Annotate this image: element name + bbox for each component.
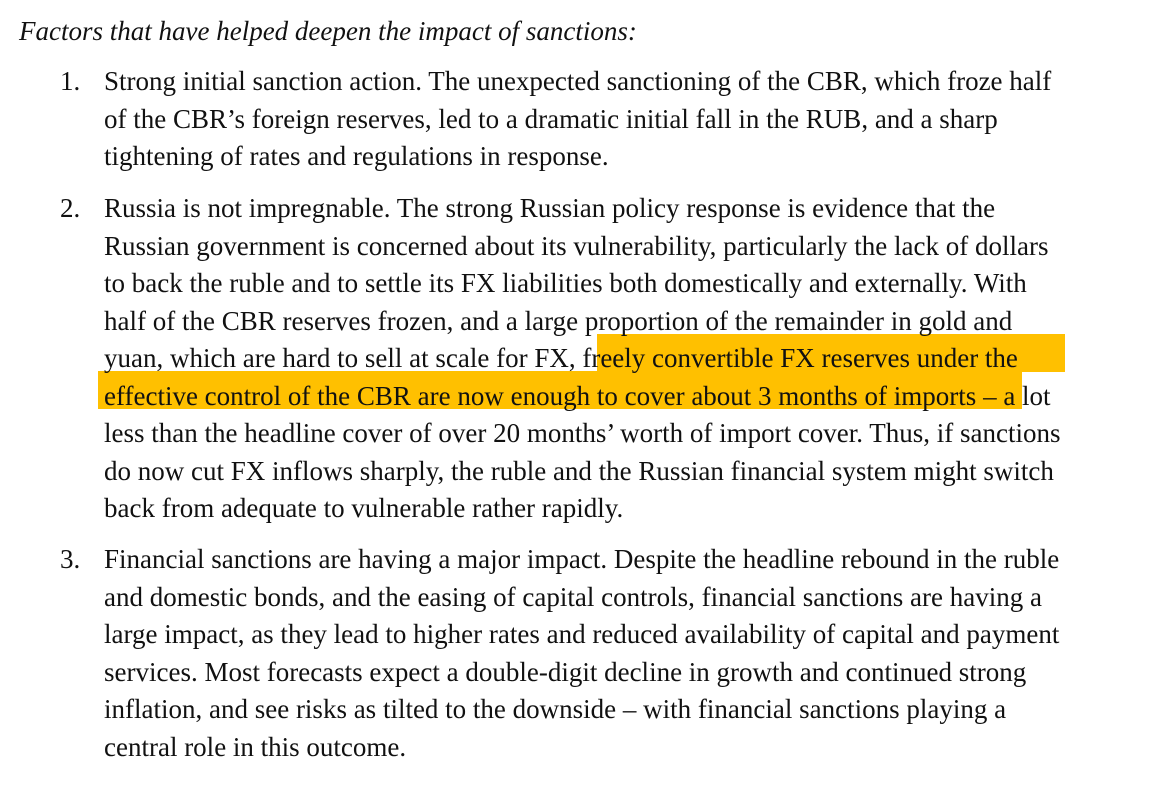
item-text-line: services. Most forecasts expect a double-digit decline in growth and continued strong [104, 656, 1027, 687]
item-text: yuan, which are hard to sell at scale for FX, [104, 343, 576, 373]
item-text-line: and domestic bonds, and the easing of capital controls, financial sanctions are having a [104, 581, 1042, 612]
item-text-line: central role in this outcome. [104, 731, 407, 762]
item-text-line: to back the ruble and to settle its FX liabilities both domestically and externally. With [104, 268, 1027, 298]
item-text-line: Russia is not impregnable. The strong Russian policy response is evidence that the [104, 193, 996, 223]
item-text-line [104, 378, 1051, 416]
item-text-line: of the CBR’s foreign reserves, led to a dramatic initial fall in the RUB, and a sharp [104, 103, 998, 134]
item-text: – a lot [976, 380, 1051, 411]
item-text-line: Financial sanctions are having a major impact. Despite the headline rebound in the ruble [104, 544, 1060, 574]
list-item-number: 2. [60, 193, 81, 223]
section-heading: Factors that have helped deepen the impact of sanctions: [19, 16, 637, 46]
item-text-line: Russian government is concerned about its vulnerability, particularly the lack of dollars [104, 230, 1049, 261]
item-text-line: inflation, and see risks as tilted to the downside – with financial sanctions playing a [104, 694, 1007, 724]
item-text-line [104, 340, 1018, 378]
item-text-line: half of the CBR reserves frozen, and a large proportion of the remainder in gold and [104, 305, 1013, 336]
item-text-line: back from adequate to vulnerable rather rapidly. [104, 493, 624, 523]
item-text-line: Strong initial sanction action. The unexpected sanctioning of the CBR, which froze half [104, 66, 1052, 96]
item-text-line: large impact, as they lead to higher rates and reduced availability of capital and payment [104, 619, 1060, 649]
list-item-number: 3. [60, 544, 81, 574]
item-text-line: tightening of rates and regulations in response. [104, 141, 609, 171]
item-text-line: do now cut FX inflows sharply, the ruble and the Russian financial system might switch [104, 455, 1054, 486]
highlighted-text: effective control of the CBR are now enough to cover about 3 months of imports [104, 380, 977, 411]
item-text-line: less than the headline cover of over 20 months’ worth of import cover. Thus, if sanctions [104, 418, 1061, 448]
highlighted-text: freely convertible FX reserves under the [575, 343, 1018, 373]
list-item-number: 1. [60, 66, 81, 96]
